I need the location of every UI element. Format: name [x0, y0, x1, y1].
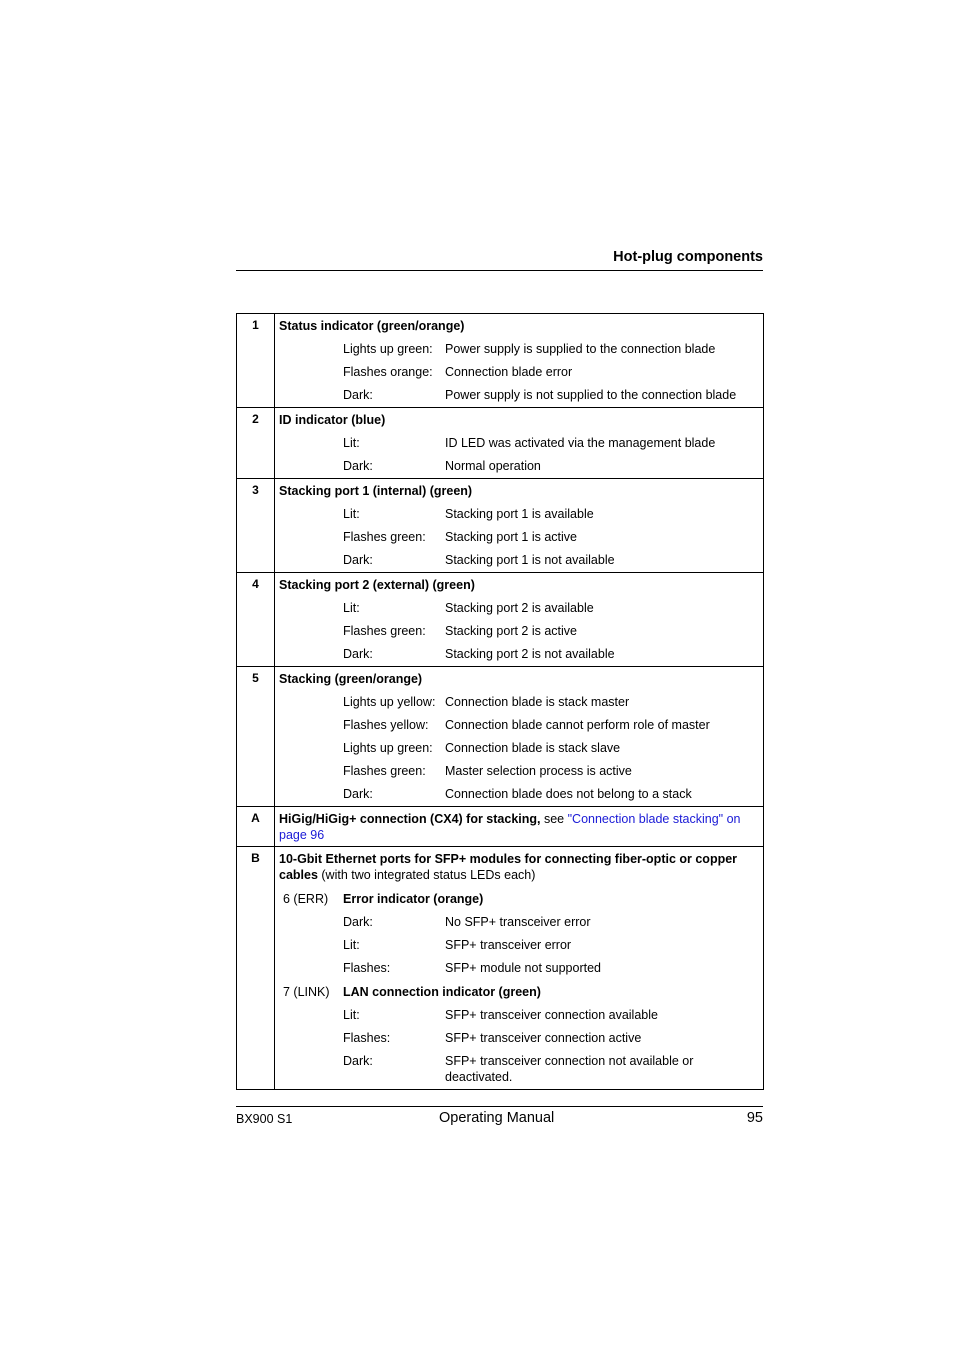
- state-line: [279, 646, 755, 662]
- state-line: [279, 623, 755, 639]
- row-body: [275, 479, 764, 573]
- indicator-table: [236, 313, 764, 1090]
- footer-manual-title: Operating Manual: [439, 1110, 555, 1126]
- state-description: Normal operation: [445, 459, 541, 473]
- state-description: SFP+ transceiver connection not available or deactivated.: [445, 1054, 694, 1084]
- state-description: SFP+ module not supported: [445, 961, 601, 975]
- state-description: ID LED was activated via the management blade: [445, 436, 716, 450]
- state-description: Stacking port 2 is not available: [445, 647, 615, 661]
- state-label: Lit:: [343, 1008, 360, 1022]
- state-label: Flashes green:: [343, 764, 426, 778]
- state-label: Flashes:: [343, 961, 391, 975]
- state-line: [279, 600, 755, 616]
- state-label: Flashes green:: [343, 530, 426, 544]
- state-description: Power supply is supplied to the connection blade: [445, 342, 716, 356]
- led-block-header: [279, 984, 755, 1000]
- state-line: [279, 341, 755, 357]
- state-label: Dark:: [343, 915, 373, 929]
- state-label: Lit:: [343, 938, 360, 952]
- state-line: [279, 506, 755, 522]
- table-row: [237, 408, 764, 479]
- row-id: 4: [237, 573, 275, 667]
- state-line: [279, 1030, 755, 1046]
- state-label: Dark:: [343, 459, 373, 473]
- state-label: Lights up green:: [343, 342, 433, 356]
- see-text: see: [540, 812, 568, 826]
- state-description: Stacking port 1 is available: [445, 507, 594, 521]
- row-id: 1: [237, 314, 275, 408]
- state-line: [279, 387, 755, 403]
- state-label: Lit:: [343, 436, 360, 450]
- state-label: Flashes:: [343, 1031, 391, 1045]
- state-line: [279, 529, 755, 545]
- state-label: Lit:: [343, 601, 360, 615]
- state-line: [279, 364, 755, 380]
- row-title: ID indicator (blue): [279, 413, 386, 427]
- row-id: 5: [237, 667, 275, 807]
- state-description: Connection blade is stack master: [445, 695, 630, 709]
- state-label: Lights up green:: [343, 741, 433, 755]
- state-description: Power supply is not supplied to the connection blade: [445, 388, 737, 402]
- state-description: Connection blade is stack slave: [445, 741, 621, 755]
- state-line: [279, 552, 755, 568]
- state-line: [279, 786, 755, 802]
- row-title: Stacking port 2 (external) (green): [279, 578, 475, 592]
- state-line: [279, 694, 755, 710]
- state-line: [279, 717, 755, 733]
- row-body: [275, 807, 764, 847]
- state-line: [279, 960, 755, 976]
- page-footer: [236, 1106, 763, 1126]
- row-id: A: [237, 807, 275, 847]
- page-number: 95: [746, 1110, 763, 1126]
- led-label: 6 (ERR): [283, 892, 329, 906]
- row-body: [275, 847, 764, 1090]
- cross-reference-link[interactable]: "Connection blade stacking" on page 96: [279, 812, 741, 842]
- row-body: [275, 667, 764, 807]
- state-description: Stacking port 1 is active: [445, 530, 578, 544]
- header-title: Hot-plug components: [613, 249, 763, 265]
- row-id: B: [237, 847, 275, 1090]
- state-line: [279, 937, 755, 953]
- state-description: SFP+ transceiver connection available: [445, 1008, 658, 1022]
- state-line: [279, 435, 755, 451]
- row-id: 2: [237, 408, 275, 479]
- state-line: [279, 740, 755, 756]
- table-row: [237, 667, 764, 807]
- state-label: Dark:: [343, 787, 373, 801]
- row-title: 10-Gbit Ethernet ports for SFP+ modules for connecting fiber-optic or copper cables: [279, 852, 738, 882]
- state-label: Dark:: [343, 1054, 373, 1068]
- row-title: HiGig/HiGig+ connection (CX4) for stacking,: [279, 812, 541, 826]
- state-description: SFP+ transceiver connection active: [445, 1031, 642, 1045]
- state-label: Flashes yellow:: [343, 718, 429, 732]
- row-title: Stacking (green/orange): [279, 672, 423, 686]
- state-line: [279, 1007, 755, 1023]
- state-label: Dark:: [343, 647, 373, 661]
- state-description: Connection blade error: [445, 365, 573, 379]
- state-description: Stacking port 2 is available: [445, 601, 594, 615]
- state-label: Dark:: [343, 553, 373, 567]
- table-row: [237, 807, 764, 847]
- state-label: Dark:: [343, 388, 373, 402]
- row-body: [275, 314, 764, 408]
- page-header: [236, 248, 763, 271]
- state-label: Lit:: [343, 507, 360, 521]
- led-title: LAN connection indicator (green): [343, 985, 541, 999]
- state-description: SFP+ transceiver error: [445, 938, 572, 952]
- state-description: Master selection process is active: [445, 764, 632, 778]
- state-line: [279, 458, 755, 474]
- state-line: [279, 914, 755, 930]
- row-title: Stacking port 1 (internal) (green): [279, 484, 473, 498]
- table-row: [237, 479, 764, 573]
- state-line: [279, 763, 755, 779]
- state-description: No SFP+ transceiver error: [445, 915, 591, 929]
- led-block-header: [279, 891, 755, 907]
- row-body: [275, 573, 764, 667]
- state-description: Stacking port 2 is active: [445, 624, 578, 638]
- row-body: [275, 408, 764, 479]
- state-description: Connection blade cannot perform role of master: [445, 718, 710, 732]
- state-line: [279, 1053, 755, 1085]
- table-row: [237, 314, 764, 408]
- state-description: Stacking port 1 is not available: [445, 553, 615, 567]
- row-id: 3: [237, 479, 275, 573]
- row-title: Status indicator (green/orange): [279, 319, 465, 333]
- state-label: Flashes green:: [343, 624, 426, 638]
- led-title: Error indicator (orange): [343, 892, 484, 906]
- table-row: [237, 573, 764, 667]
- row-title-suffix: (with two integrated status LEDs each): [317, 868, 536, 882]
- state-label: Flashes orange:: [343, 365, 433, 379]
- table-row: [237, 847, 764, 1090]
- state-description: Connection blade does not belong to a stack: [445, 787, 692, 801]
- footer-product: BX900 S1: [236, 1112, 293, 1126]
- led-label: 7 (LINK): [283, 985, 330, 999]
- state-label: Lights up yellow:: [343, 695, 436, 709]
